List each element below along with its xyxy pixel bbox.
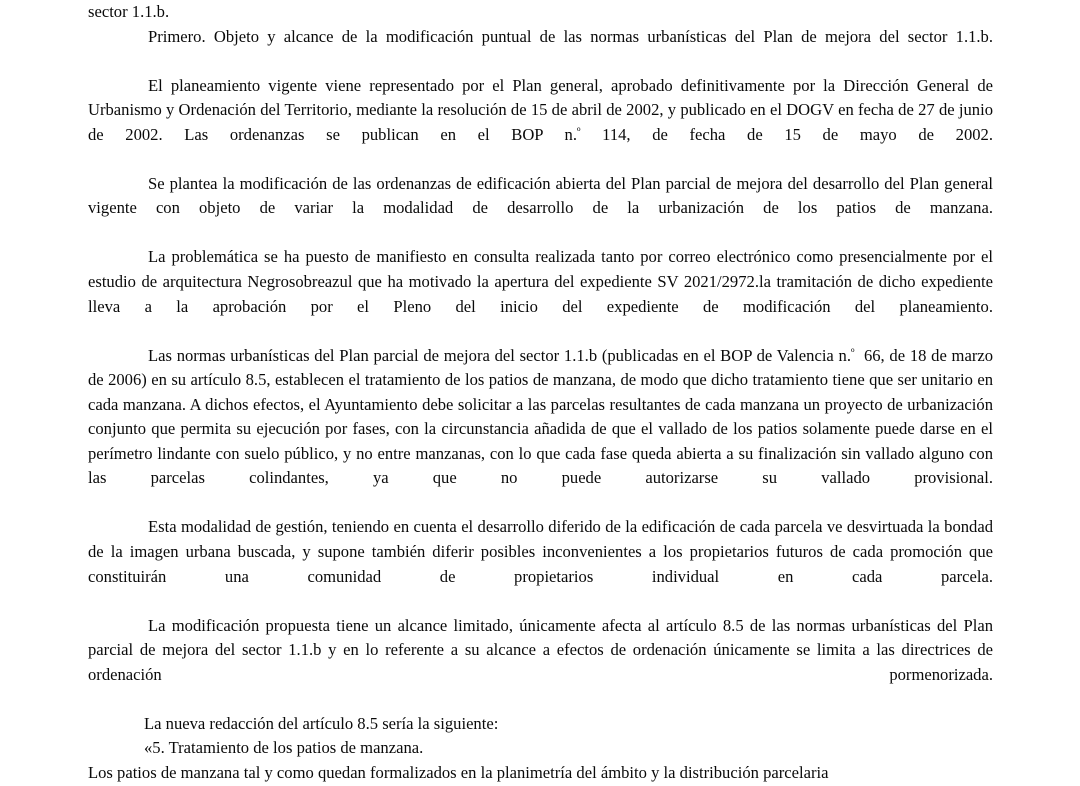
paragraph-modificacion-propuesta: La modificación propuesta tiene un alcance limitado, únicamente afecta al artículo 8.5 de las normas urbanísticas del Plan parcial de mejora del sector 1.1.b y en lo referente a su alcance a efectos de ordenación únicamente se limita a las directrices de ordenación pormenorizada. (88, 615, 993, 684)
paragraph-planeamiento-vigente (88, 74, 993, 172)
paragraph-planeamiento-vigente-part2: 114, de fecha de 15 de mayo de 2002. (580, 124, 993, 144)
ordinal-indicator-mark: º (577, 126, 581, 138)
paragraph-problematica-consulta: La problemática se ha puesto de manifiesto en consulta realizada tanto por correo electrónico como presencialmente por el estudio de arquitectura Negrosobreazul que ha motivado la apertura del expediente SV 2021/2972.la tramitación de dicho expediente lleva a la aprobación por el Pleno del inicio del expediente de modificación del planeamiento. (88, 247, 993, 316)
paragraph-normas-urbanisticas (88, 344, 998, 516)
line-patios-manzana-formalizados: Los patios de manzana tal y como quedan formalizados en la planimetría del ámbito y la distribución parcelaria (88, 762, 829, 782)
paragraph-primero-objeto-alcance: Primero. Objeto y alcance de la modificación puntual de las normas urbanísticas del Plan de mejora del sector 1.1.b. (148, 26, 993, 46)
document-text-body (88, 0, 998, 786)
paragraph-planeamiento-vigente-part1: El planeamiento vigente viene representado por el Plan general, aprobado definitivamente por la Dirección General de Urbanismo y Ordenación del Territorio, mediante la resolución de 15 de abril de 2002, y publicado en el DOGV en fecha de 27 de junio de 2002. Las ordenanzas se publican en el BOP n. (88, 75, 993, 144)
paragraph-se-plantea-modificacion: Se plantea la modificación de las ordenanzas de edificación abierta del Plan parcial de mejora del desarrollo del Plan general vigente con objeto de variar la modalidad de desarrollo de la urbanización de los patios de manzana. (88, 173, 993, 218)
paragraph-normas-urbanisticas-part2: 66, de 18 de marzo de 2006) en su artículo 8.5, establecen el tratamiento de los patios de manzana, de modo que dicho tratamiento tiene que ser unitario en cada manzana. A dichos efectos, el Ayuntamiento debe solicitar a las parcelas resultantes de cada manzana un proyecto de urbanización conjunto que permita su ejecución por fases, con la circunstancia añadida de que el vallado de los patios solamente puede darse en el perímetro lindante con suelo público, y no entre manzanas, con lo que cada fase queda abierta a su finalización sin vallado alguno con las parcelas colindantes, ya que no puede autorizarse su vallado provisional. (88, 345, 998, 488)
paragraph-normas-urbanisticas-part1: Las normas urbanísticas del Plan parcial de mejora del sector 1.1.b (publicadas en el BOP de Valencia n. (148, 345, 851, 365)
line-nueva-redaccion-articulo: La nueva redacción del artículo 8.5 sería la siguiente: (144, 713, 499, 733)
line-quote-tratamiento-patios: «5. Tratamiento de los patios de manzana. (144, 738, 424, 758)
ordinal-indicator-mark: º (850, 346, 855, 359)
paragraph-modalidad-gestion: Esta modalidad de gestión, teniendo en cuenta el desarrollo diferido de la edificación de cada parcela ve desvirtuada la bondad de la imagen urbana buscada, y supone también diferir posibles inconvenientes a los propietarios futuros de cada promoción que constituirán una comunidad de propietarios individual en cada parcela. (88, 517, 993, 586)
paragraph-continuation-sector: sector 1.1.b. (88, 2, 170, 21)
